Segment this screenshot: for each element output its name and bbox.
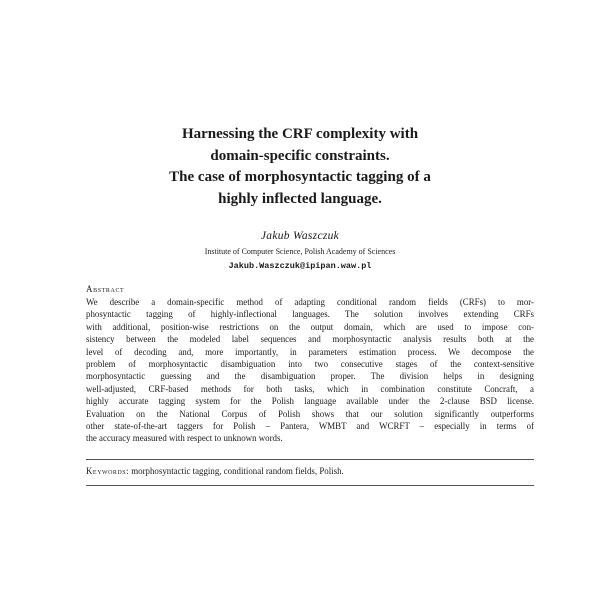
author-email: Jakub.Waszczuk@ipipan.waw.pl (228, 261, 372, 271)
title-line: Harnessing the CRF complexity with (181, 126, 419, 142)
keywords-bottom-rule (86, 485, 534, 486)
abstract-heading: Abstract (86, 284, 125, 294)
abstract-line: morphosyntactic guessing and the disambiguation proper. The division helps in designing (86, 371, 534, 382)
abstract-line: the accuracy measured with respect to unknown words. (86, 433, 283, 444)
abstract-line: Evaluation on the National Corpus of Polish shows that our solution significantly outperforms (86, 408, 534, 419)
abstract-line: We describe a domain-specific method of adapting conditional random fields (CRFs) to mor- (86, 297, 534, 307)
abstract-line: level of decoding and, more importantly, in parameters estimation process. We decompose the (86, 346, 534, 357)
abstract-line: phosyntactic tagging of highly-inflectional languages. The solution involves extending CRFs (86, 309, 534, 320)
abstract-body (86, 296, 534, 445)
keywords-top-rule (86, 459, 534, 460)
abstract-line: other state-of-the-art taggers for Polish – Pantera, WMBT and WCRFT – especially in terms of (86, 420, 534, 431)
paper-title (80, 124, 520, 210)
abstract-line: highly accurate tagging system for the Polish language available under the 2-clause BSD license. (86, 396, 534, 407)
title-line: highly inflected language. (218, 190, 382, 207)
title-line: domain-specific constraints. (210, 147, 390, 164)
keywords-label: Keywords: (86, 466, 130, 476)
keywords-text: morphosyntactic tagging, conditional random fields, Polish. (131, 466, 344, 476)
abstract-line: sistency between the modeled label sequences and morphosyntactic analysis results both at the (86, 334, 534, 345)
author-affiliation: Institute of Computer Science, Polish Academy of Sciences (204, 247, 396, 256)
keywords (86, 466, 344, 476)
abstract-line: well-adjusted, CRF-based methods for both tasks, which in combination constitute Concraft, a (86, 383, 534, 394)
abstract-line: with additional, position-wise restrictions on the output domain, which are used to impose con- (86, 321, 534, 332)
abstract-line: problem of morphosyntactic disambiguation into two consecutive stages of the context-sensitive (86, 358, 534, 369)
title-line: The case of morphosyntactic tagging of a (169, 169, 431, 185)
author-name: Jakub Waszczuk (260, 230, 340, 242)
